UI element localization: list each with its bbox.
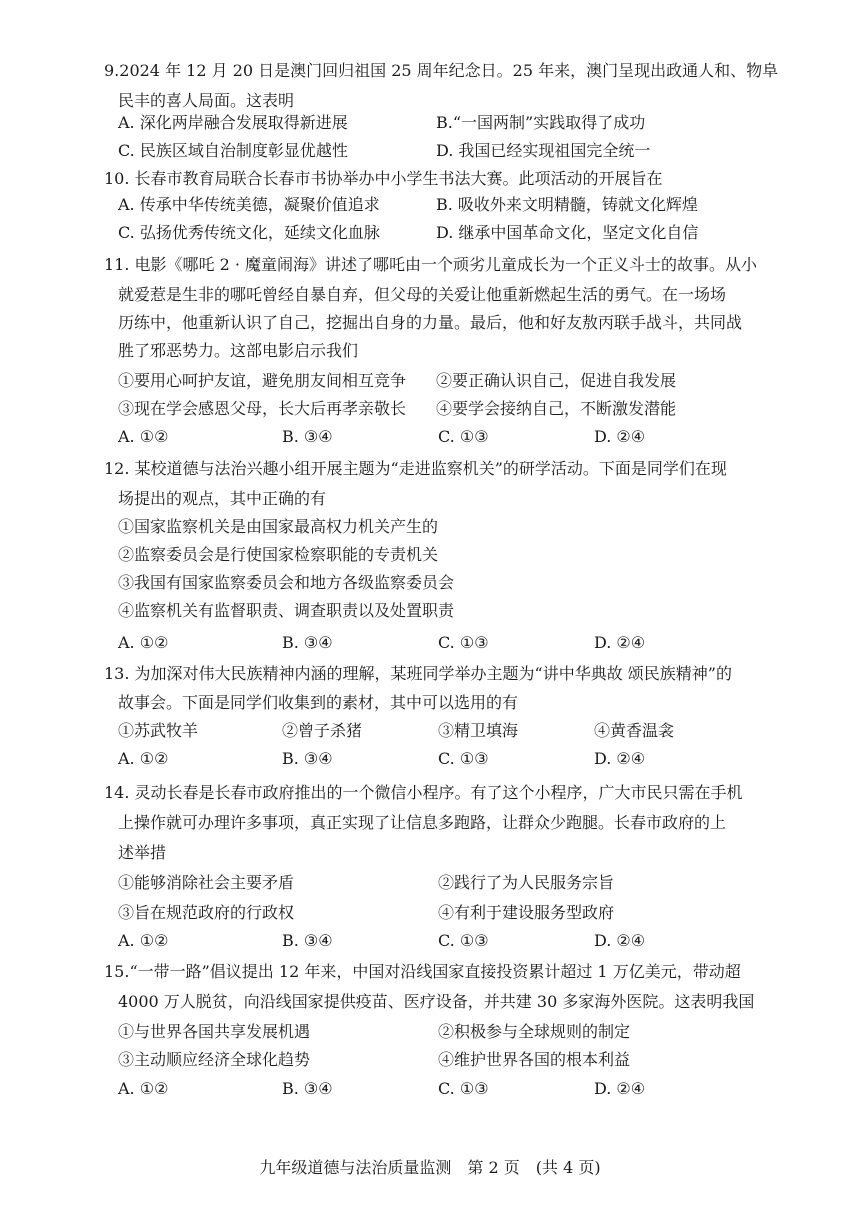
statement-4: ④黄香温衾 [594, 721, 675, 740]
choice-b: B. ③④ [282, 1079, 333, 1098]
statement-3: ③现在学会感恩父母，长大后再孝亲敬长 [118, 399, 407, 418]
option-b: B.“一国两制”实践取得了成功 [436, 113, 646, 132]
choice-d: D. ②④ [594, 749, 646, 768]
question-stem-line: 胜了邪恶势力。这部电影启示我们 [118, 341, 359, 360]
question-stem-line: 历练中，他重新认识了自己，挖掘出自身的力量。最后，他和好友敖丙联手战斗，共同战 [118, 313, 743, 332]
statement-4: ④监察机关有监督职责、调查职责以及处置职责 [118, 601, 455, 620]
statement-1: ①要用心呵护友谊，避免朋友间相互竞争 [118, 371, 407, 390]
option-d: D. 继承中国革命文化，坚定文化自信 [436, 223, 699, 242]
choice-b: B. ③④ [282, 749, 333, 768]
question-stem-line: 12. 某校道德与法治兴趣小组开展主题为“走进监察机关”的研学活动。下面是同学们在现 [104, 459, 727, 478]
statement-3: ③主动顺应经济全球化趋势 [118, 1050, 311, 1069]
question-stem-line: 15.“一带一路”倡议提出 12 年来，中国对沿线国家直接投资累计超过 1 万亿美元，带动超 [104, 962, 741, 981]
statement-4: ④维护世界各国的根本利益 [438, 1050, 631, 1069]
choice-d: D. ②④ [594, 427, 646, 446]
option-c: C. 民族区域自治制度彰显优越性 [118, 141, 348, 160]
question-stem-line: 11. 电影《哪吒 2 · 魔童闹海》讲述了哪吒由一个顽劣儿童成长为一个正义斗士的故事。从小 [104, 255, 758, 274]
question-stem-line: 9.2024 年 12 月 20 日是澳门回归祖国 25 周年纪念日。25 年来，澳门呈现出政通人和、物阜 [104, 61, 779, 80]
choice-c: C. ①③ [438, 1079, 489, 1098]
statement-1: ①国家监察机关是由国家最高权力机关产生的 [118, 517, 439, 536]
statement-2: ②践行了为人民服务宗旨 [438, 873, 615, 892]
statement-1: ①能够消除社会主要矛盾 [118, 873, 295, 892]
choice-d: D. ②④ [594, 1079, 646, 1098]
question-stem-line: 民丰的喜人局面。这表明 [118, 91, 295, 110]
choice-c: C. ①③ [438, 633, 489, 652]
option-c: C. 弘扬优秀传统文化，延续文化血脉 [118, 223, 380, 242]
statement-1: ①与世界各国共享发展机遇 [118, 1022, 311, 1041]
question-stem-line: 上操作就可办理许多事项，真正实现了让信息多跑路，让群众少跑腿。长春市政府的上 [118, 813, 727, 832]
statement-3: ③我国有国家监察委员会和地方各级监察委员会 [118, 573, 455, 592]
choice-c: C. ①③ [438, 427, 489, 446]
statement-3: ③旨在规范政府的行政权 [118, 903, 295, 922]
statement-2: ②曾子杀猪 [282, 721, 363, 740]
option-a: A. 深化两岸融合发展取得新进展 [118, 113, 348, 132]
question-stem-line: 述举措 [118, 843, 167, 862]
question-stem-line: 10. 长春市教育局联合长春市书协举办中小学生书法大赛。此项活动的开展旨在 [104, 169, 663, 188]
question-stem-line: 14. 灵动长春是长春市政府推出的一个微信小程序。有了这个小程序，广大市民只需在手机 [104, 783, 743, 802]
statement-4: ④要学会接纳自己，不断激发潜能 [436, 399, 677, 418]
option-d: D. 我国已经实现祖国完全统一 [436, 141, 651, 160]
statement-2: ②监察委员会是行使国家检察职能的专责机关 [118, 545, 439, 564]
statement-1: ①苏武牧羊 [118, 721, 199, 740]
page-footer: 九年级道德与法治质量监测 第 2 页 (共 4 页) [259, 1158, 601, 1177]
choice-a: A. ①② [118, 633, 169, 652]
choice-b: B. ③④ [282, 931, 333, 950]
choice-a: A. ①② [118, 931, 169, 950]
question-stem-line: 场提出的观点，其中正确的有 [118, 489, 327, 508]
question-stem-line: 就爱惹是生非的哪吒曾经自暴自弃，但父母的关爱让他重新燃起生活的勇气。在一场场 [118, 285, 727, 304]
statement-3: ③精卫填海 [438, 721, 519, 740]
statement-2: ②积极参与全球规则的制定 [438, 1022, 631, 1041]
option-b: B. 吸收外来文明精髓，铸就文化辉煌 [436, 195, 698, 214]
question-stem-line: 故事会。下面是同学们收集到的素材，其中可以选用的有 [118, 693, 519, 712]
choice-a: A. ①② [118, 1079, 169, 1098]
choice-a: A. ①② [118, 427, 169, 446]
choice-c: C. ①③ [438, 749, 489, 768]
choice-d: D. ②④ [594, 633, 646, 652]
choice-a: A. ①② [118, 749, 169, 768]
choice-b: B. ③④ [282, 633, 333, 652]
choice-b: B. ③④ [282, 427, 333, 446]
statement-4: ④有利于建设服务型政府 [438, 903, 615, 922]
statement-2: ②要正确认识自己，促进自我发展 [436, 371, 677, 390]
question-stem-line: 13. 为加深对伟大民族精神内涵的理解，某班同学举办主题为“讲中华典故 颂民族精神”的 [104, 664, 732, 683]
choice-c: C. ①③ [438, 931, 489, 950]
option-a: A. 传承中华传统美德，凝聚价值追求 [118, 195, 380, 214]
choice-d: D. ②④ [594, 931, 646, 950]
question-stem-line: 4000 万人脱贫，向沿线国家提供疫苗、医疗设备，并共建 30 多家海外医院。这表明我国 [118, 992, 755, 1011]
